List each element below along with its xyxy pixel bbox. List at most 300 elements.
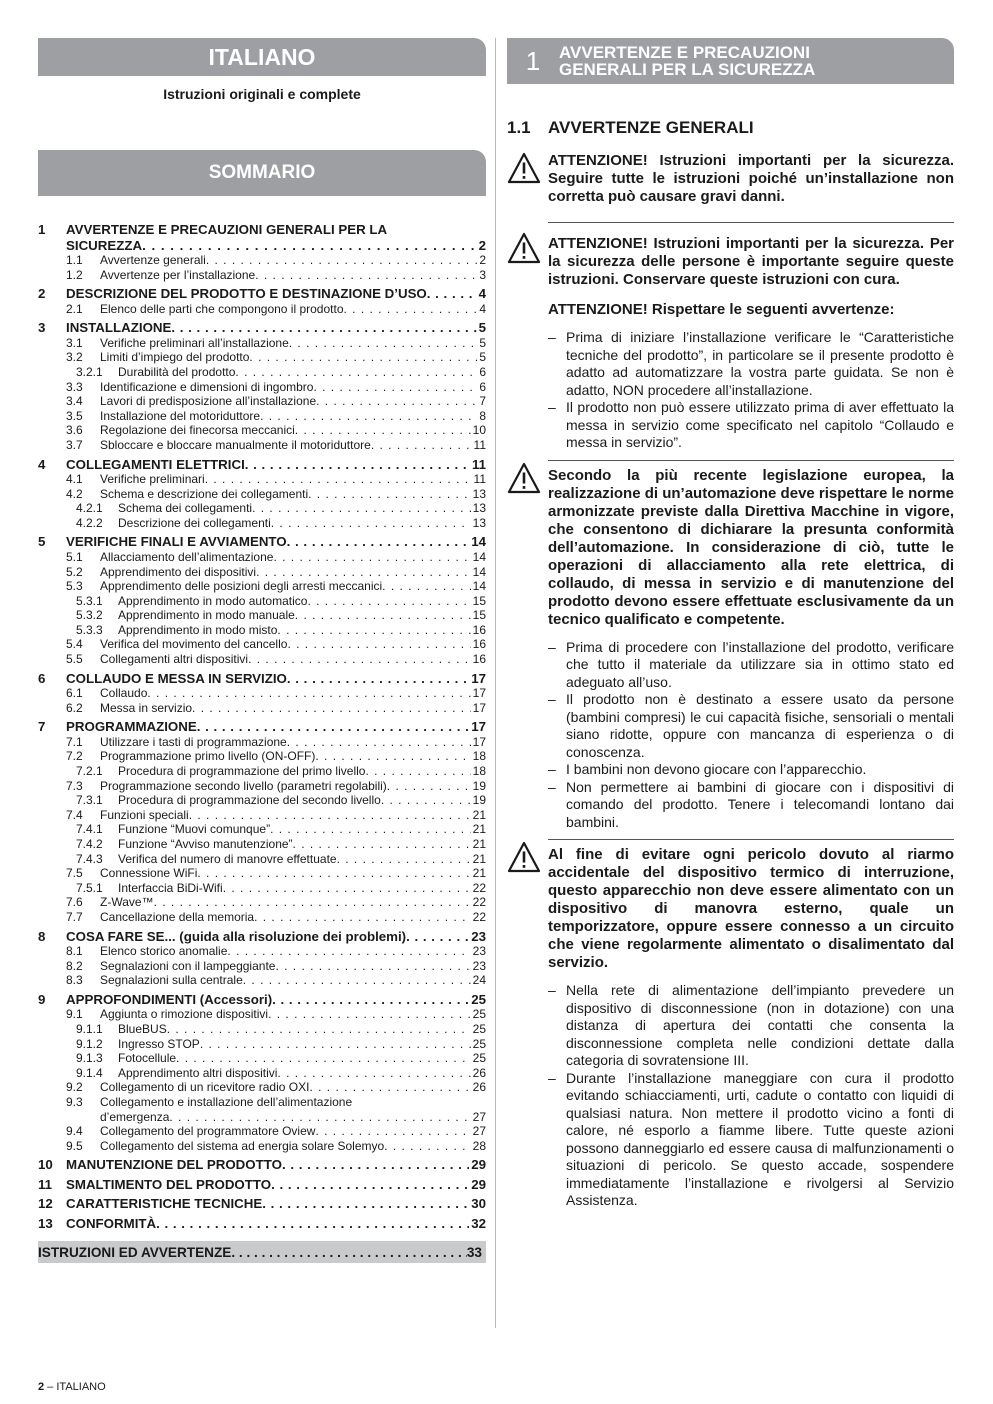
toc-subentry[interactable]	[38, 1139, 486, 1154]
toc-section	[38, 320, 486, 452]
footer-text: – ITALIANO	[44, 1381, 106, 1393]
toc-entry-number: 7	[38, 719, 46, 735]
toc-entry-number: 13	[38, 1215, 53, 1231]
toc-subentry-title: Programmazione secondo livello (parametri regolabili)	[100, 778, 387, 793]
toc-final-title: ISTRUZIONI ED AVVERTENZE	[38, 1244, 232, 1260]
toc-entry-page: 25	[471, 991, 486, 1007]
toc-subentry-number: 7.2.1	[76, 764, 103, 779]
toc-entry[interactable]	[38, 1216, 486, 1232]
toc-subentry-number: 5.3.3	[76, 622, 103, 637]
toc-subentry[interactable]	[38, 623, 486, 638]
toc-subentry[interactable]	[38, 779, 486, 794]
warning-list-3	[548, 982, 954, 1210]
toc-subentry[interactable]	[38, 409, 486, 424]
toc-subentry-number: 5.5	[66, 652, 83, 667]
toc-subentry-page: 22	[472, 895, 486, 910]
toc-subentry-number: 3.4	[66, 394, 83, 409]
toc-entry-number: 11	[38, 1176, 53, 1192]
toc-subentry-title: Funzioni speciali	[100, 807, 189, 822]
toc-subentry-line-1[interactable]	[38, 1095, 486, 1110]
toc-subentry-number: 2.1	[66, 301, 83, 316]
toc-entry-number: 12	[38, 1196, 53, 1212]
toc-subentry-page: 27	[472, 1124, 486, 1139]
toc-subentry[interactable]	[38, 944, 486, 959]
warning-text-1: ATTENZIONE! Istruzioni importanti per la sicurezza. Seguire tutte le istruzioni poiché un’installazione non corretta può causare gravi danni.	[548, 152, 954, 205]
toc-entry-page: 32	[471, 1215, 486, 1231]
toc-entry-number: 9	[38, 991, 46, 1007]
toc-subentry-number: 7.4.2	[76, 837, 103, 851]
toc-section	[38, 1216, 486, 1232]
warning-list-2	[548, 639, 954, 832]
list-item: – Non permettere ai bambini di giocare con i dispositivi di comando del prodotto. Tenere i telecomandi lontano dai bambini.	[548, 779, 954, 832]
list-item: – Il prodotto non è destinato a essere usato da persone (bambini compresi) le cui capacità fisiche, sensoriali o mentali siano ridotte, oppure con mancanza di esperienza o di conoscenza.	[548, 691, 954, 761]
toc-subentry-title: Procedura di programmazione del primo livello	[118, 764, 366, 779]
toc-entry-title: COLLAUDO E MESSA IN SERVIZIO	[66, 670, 287, 686]
toc-subentry-title: Schema e descrizione dei collegamenti	[100, 486, 309, 501]
toc-entry[interactable]	[38, 1196, 486, 1212]
toc-subentry[interactable]	[38, 686, 486, 701]
warning-triangle-icon	[507, 222, 548, 452]
toc-final-entry[interactable]	[38, 1241, 486, 1263]
toc-subentry-number: 3.1	[66, 335, 83, 350]
toc-entry-title: MANUTENZIONE DEL PRODOTTO	[66, 1157, 282, 1173]
toc-section	[38, 222, 486, 282]
toc-section	[38, 457, 486, 531]
toc-entry-title: SMALTIMENTO DEL PRODOTTO	[66, 1176, 272, 1192]
toc-subentry-page: 13	[472, 501, 486, 516]
toc-entry[interactable]	[38, 457, 486, 473]
toc-subentry[interactable]	[38, 1037, 486, 1052]
toc-subentry-number: 9.3	[66, 1094, 83, 1109]
toc-subentry-number: 6.1	[66, 686, 83, 701]
toc-entry[interactable]	[38, 320, 486, 336]
toc-section	[38, 1177, 486, 1193]
warning-triangle-icon	[507, 839, 548, 1210]
toc-subentry-title: Connessione WiFi	[100, 866, 198, 881]
toc-subentry[interactable]	[38, 438, 486, 453]
chapter-title-line-1: AVVERTENZE E PRECAUZIONI	[559, 43, 810, 62]
section-heading	[507, 118, 954, 138]
toc-subentry-number: 7.4	[66, 807, 83, 822]
toc-subentry[interactable]	[38, 380, 486, 395]
toc-subentry[interactable]	[38, 735, 486, 750]
toc-entry-title: AVVERTENZE E PRECAUZIONI GENERALI PER LA	[66, 222, 388, 237]
toc-subentry[interactable]	[38, 852, 486, 867]
toc-subentry-title: Apprendimento in modo automatico	[118, 593, 308, 608]
toc-subentry-title: Collegamento del sistema ad energia solare Solemyo	[100, 1138, 385, 1153]
toc-subentry[interactable]	[38, 973, 486, 988]
toc-subentry[interactable]	[38, 336, 486, 351]
toc-subentry-title: Elenco delle parti che compongono il prodotto	[100, 301, 344, 316]
toc-subentry[interactable]	[38, 594, 486, 609]
toc-subentry-number: 5.3.2	[76, 608, 103, 623]
chapter-number: 1	[525, 45, 541, 76]
warning-body-3	[548, 460, 954, 832]
toc-section	[38, 992, 486, 1153]
toc-section	[38, 534, 486, 666]
warning-text-4: Al fine di evitare ogni pericolo dovuto al riarmo accidentale del dispositivo termico di interruzione, questo apparecchio non deve essere alimentato con un dispositivo di manovra esterno, quale un temporizzatore, oppure essere connesso a un circuito che viene regolarmente alimentato o disalimentato dal servizio.	[548, 846, 954, 971]
toc-subentry-title: Apprendimento in modo misto	[118, 622, 278, 637]
toc-subentry-number: 9.2	[66, 1080, 83, 1095]
toc-subentry-number: 9.5	[66, 1138, 83, 1153]
toc-subentry-number: 3.5	[66, 408, 83, 423]
toc-subentry-number: 3.2.1	[76, 364, 103, 379]
toc-subentry[interactable]	[38, 579, 486, 594]
toc-subentry-page: 18	[472, 764, 486, 779]
toc-subentry[interactable]	[38, 895, 486, 910]
toc-subentry-page: 25	[472, 1051, 486, 1066]
toc-subentry-title: Fotocellule	[118, 1051, 177, 1066]
toc-subentry-number: 9.1.4	[76, 1065, 103, 1080]
toc-subentry-page: 2	[479, 253, 486, 267]
section-title: AVVERTENZE GENERALI	[548, 118, 754, 137]
toc-section	[38, 1196, 486, 1212]
toc-subentry-page: 14	[472, 564, 486, 579]
toc-entry[interactable]	[38, 929, 486, 945]
toc-subentry-number: 8.1	[66, 944, 83, 959]
toc-subentry-page: 5	[479, 350, 486, 365]
toc-subentry[interactable]	[38, 565, 486, 580]
toc-entry-title: PROGRAMMAZIONE	[66, 719, 197, 735]
toc-entry[interactable]	[38, 992, 486, 1008]
toc-subentry[interactable]	[38, 423, 486, 438]
toc-subentry-page: 18	[472, 749, 486, 764]
toc-subentry-number: 5.3	[66, 579, 83, 594]
toc-subentry-page: 27	[472, 1109, 486, 1124]
toc-subentry-page: 14	[472, 579, 486, 594]
toc-subentry-page: 25	[472, 1036, 486, 1051]
left-column	[38, 38, 486, 1263]
toc-subentry-title: Apprendimento delle posizioni degli arresti meccanici	[100, 579, 383, 594]
toc-subentry-title: Verifica del numero di manovre effettuate	[118, 851, 337, 866]
toc-subentry-title: Collegamento di un ricevitore radio OXI	[100, 1080, 310, 1095]
toc-subentry-number: 5.4	[66, 637, 83, 652]
toc-entry-page: 4	[478, 286, 486, 302]
toc-subentry-page: 17	[472, 734, 486, 749]
toc-entry-number: 1	[38, 222, 46, 237]
toc-entry[interactable]	[38, 238, 486, 254]
toc-subentry-page: 21	[472, 866, 486, 881]
toc-subentry-number: 7.4.1	[76, 822, 103, 837]
toc-subentry-title: Sbloccare e bloccare manualmente il motoriduttore	[100, 437, 371, 452]
toc-subentry[interactable]	[38, 516, 486, 531]
toc-subentry[interactable]	[38, 764, 486, 779]
toc-subentry-number: 7.6	[66, 895, 83, 910]
toc-entry-page: 14	[471, 534, 486, 550]
right-column	[507, 38, 954, 1210]
toc-subentry[interactable]	[38, 701, 486, 716]
toc-subentry[interactable]	[38, 808, 486, 823]
toc-subentry[interactable]	[38, 1022, 486, 1037]
warning-list-1	[548, 329, 954, 452]
toc-subentry-page: 15	[472, 593, 486, 608]
list-item: – Durante l’installazione maneggiare con cura il prodotto evitando schiacciamenti, urti, cadute o contatto con liquidi di qualsiasi natura. Non mettere il prodotto vicino a fonti di calore, né esporlo a fiamme libere. Tutte queste azioni possono danneggiarlo ed essere causa di malfunzionamenti o situazioni di pericolo. Se questo accade, sospendere immediatamente l’installazione e rivolgersi al Servizio Assistenza.	[548, 1070, 954, 1210]
toc-subentry[interactable]	[38, 487, 486, 502]
toc-entry-title: SICUREZZA	[66, 237, 143, 253]
toc-subentry-title: Verifiche preliminari all’installazione	[100, 335, 289, 350]
warning-block-1	[507, 152, 954, 206]
toc-subentry-title: Segnalazioni sulla centrale	[100, 973, 243, 988]
toc-section	[38, 719, 486, 924]
toc-subentry[interactable]	[38, 268, 486, 283]
toc-subentry[interactable]	[38, 1124, 486, 1139]
toc-subentry-title: Ingresso STOP	[118, 1036, 200, 1051]
toc-section	[38, 671, 486, 716]
toc-subentry-title: Installazione del motoriduttore	[100, 408, 261, 423]
toc-subentry[interactable]	[38, 637, 486, 652]
toc-subentry-page: 5	[479, 335, 486, 350]
toc-subentry-page: 26	[472, 1080, 486, 1095]
toc-entry[interactable]	[38, 534, 486, 550]
toc-entry-page: 2	[478, 237, 486, 253]
language-banner: ITALIANO	[38, 38, 486, 76]
toc-subentry-page: 11	[473, 437, 486, 452]
toc-subentry-number: 3.2	[66, 350, 83, 365]
toc-entry-title: CONFORMITÀ	[66, 1215, 157, 1231]
toc-subentry-number: 9.1.2	[76, 1036, 103, 1051]
toc-subentry-page: 7	[479, 394, 486, 409]
toc-subentry-title: Cancellazione della memoria	[100, 909, 255, 924]
toc-subentry[interactable]	[38, 608, 486, 623]
toc-subentry-number: 9.1	[66, 1007, 83, 1022]
toc-subentry-number: 1.1	[66, 253, 83, 267]
toc-subentry-page: 15	[472, 608, 486, 623]
toc-subentry-number: 7.3.1	[76, 793, 103, 808]
toc-entry-title: APPROFONDIMENTI (Accessori)	[66, 991, 273, 1007]
toc-subentry-number: 4.2.1	[76, 501, 103, 516]
toc-subentry[interactable]	[38, 837, 486, 852]
warning-triangle-icon	[507, 460, 548, 832]
toc-subentry-title: Funzione “Avviso manutenzione”	[118, 837, 293, 851]
toc-subentry[interactable]	[38, 1066, 486, 1081]
toc-subentry-number: 7.2	[66, 749, 83, 764]
toc-subentry-number: 5.2	[66, 564, 83, 579]
toc-section	[38, 286, 486, 316]
toc-subentry-page: 21	[472, 822, 486, 837]
toc-subentry[interactable]	[38, 793, 486, 808]
toc-subentry-number: 8.2	[66, 958, 83, 973]
toc-subentry-number: 5.3.1	[76, 593, 103, 608]
toc-entry-page: 17	[471, 670, 486, 686]
toc-section	[38, 929, 486, 988]
toc-subentry[interactable]	[38, 472, 486, 487]
toc-subentry-page: 17	[472, 686, 486, 701]
toc-subentry[interactable]	[38, 1051, 486, 1066]
toc-subentry-title: Verifiche preliminari	[100, 472, 205, 487]
toc-subentry-title: Interfaccia BiDi-Wifi	[118, 880, 223, 895]
warning-block-3	[507, 460, 954, 832]
toc-subentry-number: 4.1	[66, 472, 83, 487]
section-number: 1.1	[507, 118, 531, 137]
toc-subentry-number: 7.4.3	[76, 851, 103, 866]
page-footer	[38, 1381, 106, 1393]
toc-section	[38, 1157, 486, 1173]
warning-body-4	[548, 839, 954, 1210]
toc-subentry-title: Lavori di predisposizione all’installazione	[100, 394, 317, 409]
toc-subentry[interactable]	[38, 550, 486, 565]
toc-entry[interactable]	[38, 286, 486, 302]
toc-entry[interactable]	[38, 671, 486, 687]
toc-subentry-title: Regolazione dei finecorsa meccanici	[100, 423, 295, 438]
toc-subentry-page: 25	[472, 1007, 486, 1022]
toc-subentry-title: BlueBUS	[118, 1021, 167, 1036]
toc-subentry-title: Collegamento e installazione dell’alimentazione	[100, 1094, 353, 1109]
warning-body-2	[548, 222, 954, 452]
toc-entry-number: 2	[38, 286, 46, 302]
toc-subentry-title: d’emergenza	[100, 1109, 170, 1124]
toc-subentry-page: 11	[473, 472, 486, 487]
toc-subentry[interactable]	[38, 1007, 486, 1022]
toc-subentry-title: Collegamento del programmatore Oview	[100, 1124, 316, 1139]
toc-subentry-title: Descrizione dei collegamenti	[118, 515, 271, 530]
toc-entry-page: 29	[471, 1157, 486, 1173]
toc-subentry-number: 7.3	[66, 778, 83, 793]
toc-subentry[interactable]	[38, 394, 486, 409]
chapter-title	[559, 44, 815, 78]
warning-triangle-icon	[507, 152, 548, 206]
toc-subentry-page: 22	[472, 880, 486, 895]
toc-subentry-number: 4.2.2	[76, 515, 103, 530]
warning-body-1	[548, 152, 954, 206]
toc-subentry[interactable]	[38, 350, 486, 365]
toc-subentry-title: Durabilità del prodotto	[118, 364, 236, 379]
toc-subentry[interactable]	[38, 959, 486, 974]
chapter-banner	[507, 38, 954, 84]
warning-text-2b: ATTENZIONE! Rispettare le seguenti avvertenze:	[548, 301, 895, 318]
toc-subentry-title: Elenco storico anomalie	[100, 944, 228, 959]
toc-entry-title: VERIFICHE FINALI E AVVIAMENTO	[66, 534, 287, 550]
toc-subentry-page: 16	[472, 622, 486, 637]
toc-entry-page: 11	[471, 456, 486, 472]
list-item: – Prima di procedere con l’installazione del prodotto, verificare che tutto il materiale da utilizzare sia in ottimo stato ed adeguato all’uso.	[548, 639, 954, 692]
toc-subentry-title: Verifica del movimento del cancello	[100, 637, 288, 652]
toc-subentry-page: 6	[479, 379, 486, 394]
toc-subentry-page: 26	[472, 1065, 486, 1080]
toc-subentry-number: 9.4	[66, 1124, 83, 1139]
toc-subentry-number: 1.2	[66, 267, 83, 282]
toc-subentry-page: 21	[472, 837, 486, 851]
toc-subentry-title: Avvertenze generali	[100, 253, 206, 267]
toc-entry-page: 30	[471, 1196, 486, 1212]
toc-subentry[interactable]	[38, 253, 486, 268]
warning-block-2	[507, 222, 954, 452]
toc-subentry-page: 19	[472, 778, 486, 793]
toc-subentry-page: 16	[472, 652, 486, 667]
toc-subentry-title: Schema dei collegamenti	[118, 501, 253, 516]
toc-subentry-number: 7.7	[66, 909, 83, 924]
toc-subentry-title: Collaudo	[100, 686, 148, 701]
toc-subentry-page: 16	[472, 637, 486, 652]
toc-entry-number: 3	[38, 320, 46, 336]
toc-subentry-number: 7.5	[66, 866, 83, 881]
toc-entry-title: COSA FARE SE... (guida alla risoluzione dei problemi)	[66, 928, 407, 944]
toc-subentry[interactable]	[38, 910, 486, 925]
toc-subentry[interactable]	[38, 822, 486, 837]
toc-entry-title-line-1[interactable]	[38, 222, 486, 238]
toc-entry[interactable]	[38, 1157, 486, 1173]
warning-block-4	[507, 839, 954, 1210]
toc-entry-title: DESCRIZIONE DEL PRODOTTO E DESTINAZIONE D’USO	[66, 286, 427, 302]
toc-subentry-number: 9.1.1	[76, 1021, 103, 1036]
toc-subentry-number: 4.2	[66, 486, 83, 501]
toc-subentry[interactable]	[38, 866, 486, 881]
toc-entry-title: INSTALLAZIONE	[66, 320, 172, 336]
toc-entry-title: CARATTERISTICHE TECNICHE	[66, 1196, 263, 1212]
toc-subentry-title: Funzione “Muovi comunque”	[118, 822, 271, 837]
toc-subentry-title: Programmazione primo livello (ON-OFF)	[100, 749, 316, 764]
column-divider	[495, 38, 496, 1328]
toc-subentry-title: Avvertenze per l’installazione	[100, 267, 256, 282]
toc-subentry-title: Procedura di programmazione del secondo livello	[118, 793, 381, 808]
toc-subentry-title: Apprendimento in modo manuale	[118, 608, 295, 623]
toc-entry[interactable]	[38, 1177, 486, 1193]
warning-text-2: ATTENZIONE! Istruzioni importanti per la sicurezza. Per la sicurezza delle persone è importante seguire queste istruzioni. Conservare queste istruzioni con cura.	[548, 235, 954, 288]
toc-subentry-page: 14	[472, 549, 486, 564]
toc-subentry-number: 3.3	[66, 379, 83, 394]
toc-subentry[interactable]	[38, 1080, 486, 1095]
toc-subentry-number: 8.3	[66, 973, 83, 988]
toc-subentry-page: 8	[479, 408, 486, 423]
toc-subentry-number: 9.1.3	[76, 1051, 103, 1066]
toc-subentry-page: 19	[472, 793, 486, 808]
toc-subentry[interactable]	[38, 652, 486, 667]
toc-subentry-title: Apprendimento altri dispositivi	[118, 1065, 278, 1080]
toc-subentry-title: Allacciamento dell’alimentazione	[100, 549, 274, 564]
toc-subentry-page: 21	[472, 807, 486, 822]
toc-entry-page: 5	[478, 320, 486, 336]
toc-banner: SOMMARIO	[38, 150, 486, 196]
toc-subentry-number: 5.1	[66, 549, 83, 564]
toc-subentry[interactable]	[38, 365, 486, 380]
toc-subentry-title: Aggiunta o rimozione dispositivi	[100, 1007, 269, 1022]
toc-subentry-number: 7.5.1	[76, 880, 103, 895]
toc-subentry[interactable]	[38, 881, 486, 896]
list-item: – Prima di iniziare l’installazione verificare le “Caratteristiche tecniche del prodotto”, in particolare se il presente prodotto è adatto ad automatizzare la vostra parte guidata. Se non è adatto, NON procedere all’installazione.	[548, 329, 954, 399]
toc-subentry-title: Apprendimento dei dispositivi	[100, 564, 257, 579]
subtitle: Istruzioni originali e complete	[163, 86, 361, 102]
toc-subentry-number: 3.7	[66, 437, 83, 452]
toc-subentry-title: Messa in servizio	[100, 700, 193, 715]
toc-subentry[interactable]	[38, 501, 486, 516]
table-of-contents	[38, 222, 486, 1231]
page-number: 2	[38, 1381, 45, 1393]
toc-subentry-page: 10	[472, 423, 486, 438]
toc-subentry-title: Limiti d’impiego del prodotto	[100, 350, 250, 365]
toc-subentry-page: 28	[472, 1138, 486, 1153]
toc-subentry-title: Utilizzare i tasti di programmazione	[100, 734, 287, 749]
chapter-title-line-2: GENERALI PER LA SICUREZZA	[559, 60, 816, 79]
toc-entry-number: 6	[38, 670, 46, 686]
toc-subentry-number: 3.6	[66, 423, 83, 438]
toc-entry-number: 4	[38, 456, 46, 472]
toc-subentry-page: 13	[472, 486, 486, 501]
toc-subentry-number: 6.2	[66, 700, 83, 715]
toc-entry-page: 17	[471, 719, 486, 735]
toc-subentry-number: 7.1	[66, 734, 83, 749]
toc-subentry-page: 24	[472, 973, 486, 988]
toc-subentry[interactable]	[38, 749, 486, 764]
toc-entry[interactable]	[38, 719, 486, 735]
toc-entry-number: 10	[38, 1157, 53, 1173]
toc-subentry-page: 23	[472, 958, 486, 973]
toc-subentry[interactable]	[38, 302, 486, 317]
list-item: – I bambini non devono giocare con l’apparecchio.	[548, 761, 954, 779]
toc-subentry-page: 6	[479, 364, 486, 379]
toc-subentry-page: 17	[472, 700, 486, 715]
toc-subentry[interactable]	[38, 1110, 486, 1125]
toc-subentry-title: Collegamenti altri dispositivi	[100, 652, 249, 667]
toc-entry-page: 23	[471, 928, 486, 944]
